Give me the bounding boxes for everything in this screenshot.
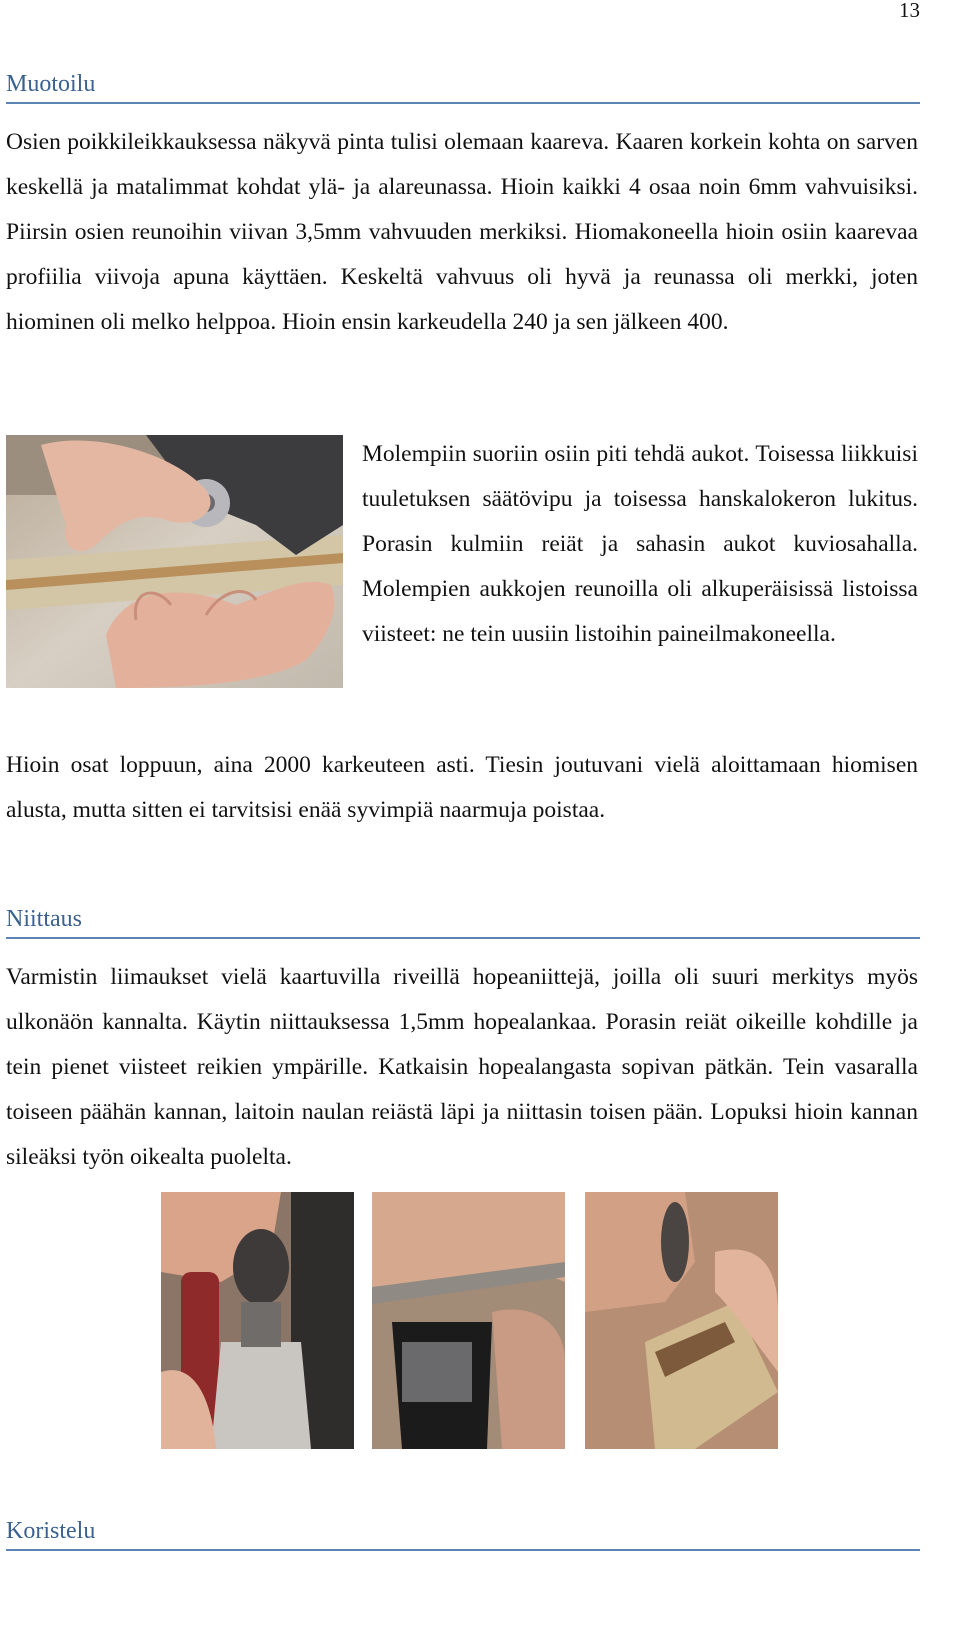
paragraph-muotoilu-2: Molempiin suoriin osiin piti tehdä aukot. Toisessa liikkuisi tuuletuksen säätövipu ja toisessa hanskalokeron lukitus. Porasin kulmiin reiät ja sahasin aukot kuviosahalla. Molempien aukkojen reunoilla oli alkuperäisissä listoissa viisteet: ne tein uusiin listoihin paineilmakoneella. <box>362 441 918 647</box>
photo-riveting-hammer <box>161 1192 354 1449</box>
section-heading-koristelu: Koristelu <box>6 1515 920 1551</box>
paragraph-muotoilu-1: Osien poikkileikkauksessa näkyvä pinta tulisi olemaan kaareva. Kaaren korkein kohta on sarven keskellä ja matalimmat kohdat ylä- ja alareunassa. Hioin kaikki 4 osaa noin 6mm vahvuisiksi. Piirsin osien reunoihin viivan 3,5mm vahvuuden merkiksi. Hiomakoneella hioin osiin kaarevaa profiilia viivoja apuna käyttäen. Keskeltä vahvuus oli hyvä ja reunassa oli merkki, joten hiominen oli melko helppoa. Hioin ensin karkeudella 240 ja sen jälkeen 400. <box>6 129 918 335</box>
paragraph-niittaus-1: Varmistin liimaukset vielä kaartuvilla riveillä hopeaniittejä, joilla oli suuri merkitys myös ulkonäön kannalta. Käytin niittauksessa 1,5mm hopealankaa. Porasin reiät oikeille kohdille ja tein pienet viisteet reikien ympärille. Katkaisin hopealangasta sopivan pätkän. Tein vasaralla toiseen päähän kannan, laitoin naulan reiästä läpi ja niittasin toisen pään. Lopuksi hioin kannan sileäksi työn oikealta puolelta. <box>6 964 918 1170</box>
page-number: 13 <box>899 0 920 22</box>
photo-scroll-saw <box>6 435 343 688</box>
photo-riveting-block <box>585 1192 778 1449</box>
paragraph-muotoilu-3: Hioin osat loppuun, aina 2000 karkeuteen asti. Tiesin joutuvani vielä aloittamaan hiomisen alusta, mutta sitten ei tarvitsisi enää syvimpiä naarmuja poistaa. <box>6 752 918 823</box>
section-heading-niittaus: Niittaus <box>6 903 920 939</box>
photo-riveting-file <box>372 1192 565 1449</box>
section-heading-muotoilu: Muotoilu <box>6 68 920 104</box>
